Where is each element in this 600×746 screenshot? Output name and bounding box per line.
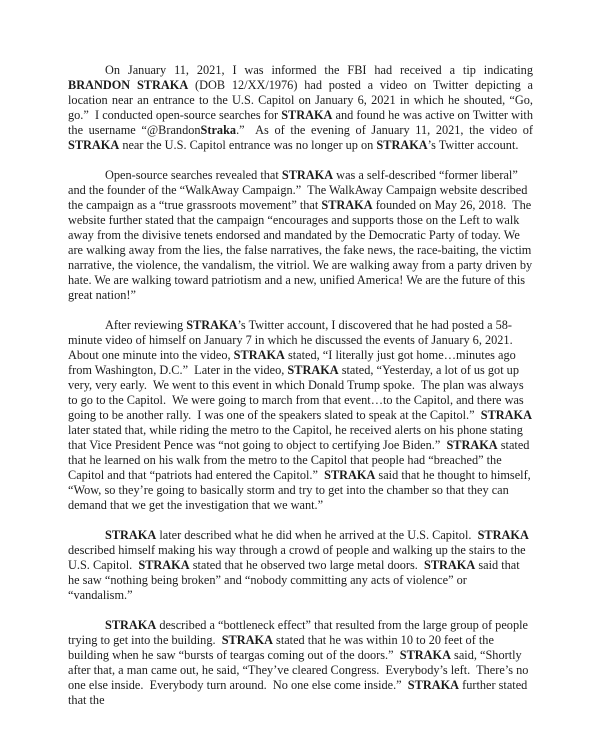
text-run: (DOB 12/XX/1976) had posted a video on Twitter depicting a location near an entrance to the U.S. Capitol on January 6, 2021 in which he shouted, “Go, go.” I conducted open-source searches for [68, 78, 537, 122]
bold-text-run: STRAKA [477, 528, 529, 542]
text-run: said that he saw “nothing being broken” and “nobody committing any acts of violence” or “vandalism.” [68, 558, 523, 602]
text-run: near the U.S. Capitol entrance was no longer up on [119, 138, 377, 152]
text-run: ’s Twitter account. [427, 138, 519, 152]
text-run: said, “Shortly after that, a man came out, he said, “They’ve cleared Congress. Everybody’s left. There’s no one else inside. Everybody turn around. No one else come inside.” [68, 648, 532, 692]
bold-text-run: STRAKA [281, 168, 334, 182]
paragraph-1 [68, 63, 537, 153]
text-run: Open-source searches revealed that [105, 168, 282, 182]
bold-text-run: STRAKA [233, 348, 285, 362]
text-run: was a self-described “former liberal” and the founder of the “WalkAway Campaign.” The WalkAway Campaign website described the campaign as a “true grassroots movement” that [68, 168, 531, 212]
bold-text-run: STRAKA [105, 618, 157, 632]
paragraph-2 [68, 168, 536, 303]
text-run: stated that he was within 10 to 20 feet of the building when he saw “bursts of teargas coming out of the doors.” [68, 633, 497, 662]
bold-text-run: STRAKA [105, 528, 157, 542]
bold-text-run: STRAKA [376, 138, 428, 152]
bold-text-run: STRAKA [424, 558, 476, 572]
bold-text-run: STRAKA [446, 438, 498, 452]
bold-text-run: STRAKA [324, 468, 376, 482]
text-run: .” As of the evening of January 11, 2021, the video of [236, 123, 537, 137]
text-run: described himself making his way through a crowd of people and walking up the stairs to the U.S. Capitol. [68, 528, 532, 572]
text-run: described a “bottleneck effect” that resulted from the large group of people trying to get into the building. [68, 618, 532, 647]
bold-text-run: STRAKA [321, 198, 373, 212]
paragraph-4 [68, 528, 533, 603]
bold-text-run: Straka [200, 123, 237, 137]
bold-text-run: STRAKA [221, 633, 273, 647]
document-body [68, 63, 537, 708]
bold-text-run: STRAKA [407, 678, 460, 692]
text-run: further stated that the [68, 678, 531, 707]
bold-text-run: STRAKA [399, 648, 451, 662]
text-run: later described what he did when he arrived at the U.S. Capitol. [156, 528, 478, 542]
text-run: said that he thought to himself, “Wow, so they’re going to basically storm and try to get into the chamber so that they can demand that we get the investigation that we want.” [68, 468, 534, 512]
text-run: stated that he learned on his walk from the metro to the Capitol that people had “breached” the Capitol and that “patriots had entered the Capitol.” [68, 438, 533, 482]
text-run: and found he was active on Twitter with the username “@Brandon [68, 108, 537, 137]
bold-text-run: STRAKA [138, 558, 190, 572]
text-run: After reviewing [105, 318, 187, 332]
text-run: ’s Twitter account, I discovered that he had posted a 58-minute video of himself on January 7 in which he discussed the events of January 6, 2021. About one minute into the video, [68, 318, 519, 362]
text-run: stated that he observed two large metal doors. [189, 558, 424, 572]
paragraph-3 [68, 318, 536, 513]
bold-text-run: STRAKA [186, 318, 238, 332]
text-run: stated, “I literally just got home…minutes ago from Washington, D.C.” Later in the video, [68, 348, 519, 377]
bold-text-run: BRANDON STRAKA [68, 78, 189, 92]
bold-text-run: STRAKA [480, 408, 532, 422]
bold-text-run: STRAKA [281, 108, 333, 122]
text-run: On January 11, 2021, I was informed the FBI had received a tip indicating [105, 63, 537, 77]
bold-text-run: STRAKA [68, 138, 120, 152]
text-run: later stated that, while riding the metro to the Capitol, he received alerts on his phone stating that Vice President Pence was “not going to object to certifying Joe Biden.” [68, 408, 536, 452]
text-run: founded on May 26, 2018. The website further stated that the campaign “encourages and supports those on the Left to walk away from the divisive tenets endorsed and mandated by the Democratic Party of today. We are walking away from the lies, the false narratives, the fake news, the race-baiting, the victim narrative, the violence, the vandalism, the vitriol. We are walking away from a party driven by hate. We are walking toward patriotism and a new, unified America! We are the future of this great nation!” [68, 198, 536, 302]
text-run: stated, “Yesterday, a lot of us got up very, very early. We went to this event in which Donald Trump spoke. The plan was always to go to the Capitol. We were going to march from that event…to the Capitol, and there was going to be another rally. I was one of the speakers slated to speak at the Capitol.” [68, 363, 527, 422]
bold-text-run: STRAKA [287, 363, 339, 377]
paragraph-5 [68, 618, 533, 708]
